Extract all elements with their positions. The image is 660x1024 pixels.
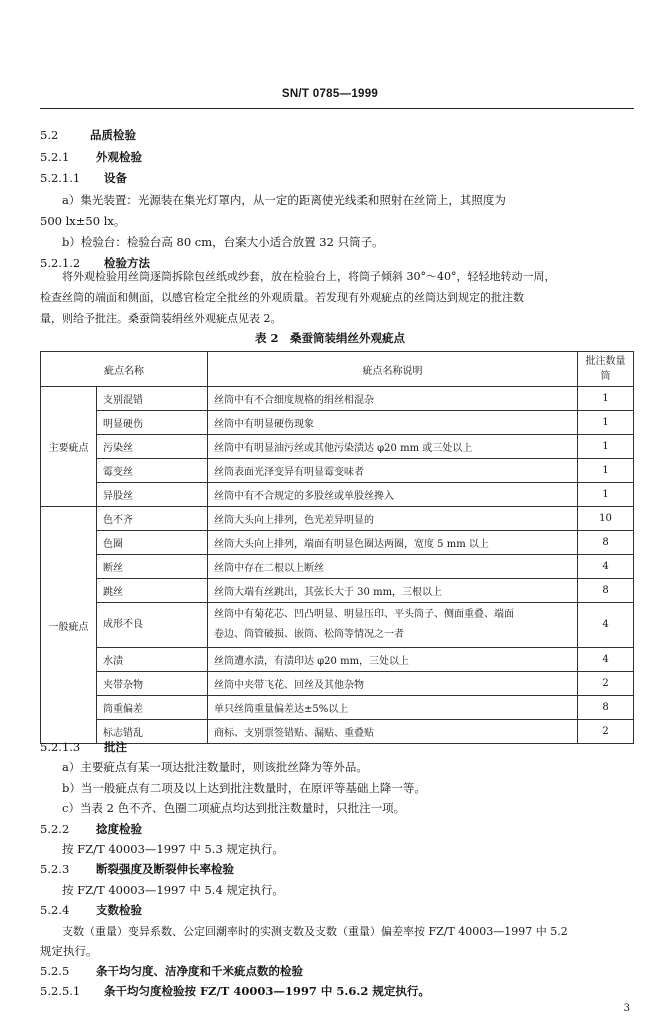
table-row (41, 720, 634, 744)
section-5-2-1-3 (40, 739, 127, 755)
section-number: 5.2.5.1 (40, 984, 81, 998)
defect-count: 8 (578, 696, 634, 720)
defect-desc: 丝筒中有菊花芯、凹凸明显、明显压印、平头筒子、侧面重叠、端面 卷边、筒管破损、嵌筒、松筒等情况之一者 (208, 603, 578, 648)
table-row (41, 459, 634, 483)
section-5-2 (40, 127, 136, 143)
section-number: 5.2.1.3 (40, 740, 81, 754)
defect-count: 1 (578, 483, 634, 507)
defect-count: 4 (578, 648, 634, 672)
section-title: 批注 (104, 740, 127, 754)
paragraph-line: c）当表 2 色不齐、色圈二项疵点均达到批注数量时，只批注一项。 (62, 801, 406, 815)
paragraph-line: b）当一般疵点有二项及以上达到批注数量时，在原评等基础上降一等。 (62, 781, 426, 795)
paragraph-line: 将外观检验用丝筒逐筒拆除包丝纸或纱套，放在检验台上，将筒子倾斜 30°～40°，轻轻地转动一周， (62, 270, 556, 283)
defect-name: 明显硬伤 (97, 411, 208, 435)
defect-count: 1 (578, 435, 634, 459)
defect-name: 污染丝 (97, 435, 208, 459)
defect-name: 跳丝 (97, 579, 208, 603)
defect-count: 1 (578, 387, 634, 411)
defect-name: 成形不良 (97, 603, 208, 648)
section-number: 5.2.1 (40, 150, 70, 164)
defect-name: 水渍 (97, 648, 208, 672)
defect-desc: 单只丝筒重量偏差达±5%以上 (208, 696, 578, 720)
table-row (41, 483, 634, 507)
paragraph-line: b）检验台：检验台高 80 cm，台案大小适合放置 32 只筒子。 (62, 235, 384, 249)
defect-desc: 丝筒遭水渍，有渍印达 φ20 mm，三处以上 (208, 648, 578, 672)
defect-count: 4 (578, 603, 634, 648)
section-title: 条干均匀度检验按 FZ/T 40003—1997 中 5.6.2 规定执行。 (104, 984, 430, 998)
defect-desc: 商标、支别票签错贴、漏贴、重叠贴 (208, 720, 578, 744)
defect-name: 霉变丝 (97, 459, 208, 483)
section-title: 支数检验 (96, 903, 142, 917)
defect-desc: 丝筒中存在二根以上断丝 (208, 555, 578, 579)
defect-count: 8 (578, 531, 634, 555)
table-caption: 表 2 桑蚕筒装绢丝外观疵点 (254, 331, 405, 345)
page-number: 3 (623, 1003, 630, 1014)
category-major: 主要疵点 (41, 387, 97, 507)
defect-desc: 丝筒大端有丝跳出，其弦长大于 30 mm，三根以上 (208, 579, 578, 603)
defect-name: 标志错乱 (97, 720, 208, 744)
defect-count: 1 (578, 459, 634, 483)
defect-count: 4 (578, 555, 634, 579)
table-row (41, 648, 634, 672)
paragraph-line: 按 FZ/T 40003—1997 中 5.4 规定执行。 (62, 883, 284, 897)
column-header-desc: 疵点名称说明 (208, 352, 578, 387)
table-row (41, 579, 634, 603)
defect-desc: 丝筒中夹带飞花、回丝及其他杂物 (208, 672, 578, 696)
column-header-count: 批注数量 筒 (578, 352, 634, 387)
section-title: 条干均匀度、洁净度和千米疵点数的检验 (96, 964, 303, 978)
defect-name: 异股丝 (97, 483, 208, 507)
section-title: 捻度检验 (96, 822, 142, 836)
table-row (41, 696, 634, 720)
defect-name: 筒重偏差 (97, 696, 208, 720)
defect-desc: 丝筒中有不合细度规格的绢丝相混杂 (208, 387, 578, 411)
section-number: 5.2.1.1 (40, 171, 81, 185)
table-row (41, 603, 634, 648)
paragraph-line: 规定执行。 (40, 944, 98, 958)
section-5-2-4 (40, 902, 142, 918)
paragraph-line: a）主要疵点有某一项达批注数量时，则该批丝降为等外品。 (62, 760, 368, 774)
section-5-2-3 (40, 861, 234, 877)
defect-name: 夹带杂物 (97, 672, 208, 696)
paragraph-line: a）集光装置：光源装在集光灯罩内，从一定的距离使光线柔和照射在丝筒上，其照度为 (62, 193, 506, 207)
defect-desc: 丝筒大头向上排列，色光差异明显的 (208, 507, 578, 531)
defect-count: 2 (578, 720, 634, 744)
column-header-name: 疵点名称 (41, 352, 208, 387)
section-title: 设备 (104, 171, 127, 185)
section-5-2-1-1 (40, 170, 127, 186)
paragraph-line: 量，则给予批注。桑蚕筒装绢丝外观疵点见表 2。 (40, 312, 282, 325)
section-5-2-1 (40, 149, 142, 165)
section-title: 品质检验 (90, 128, 136, 142)
paragraph-line: 检查丝筒的端面和侧面，以感官检定全批丝的外观质量。若发现有外观疵点的丝筒达到规定的批注数 (40, 291, 524, 304)
defects-table (40, 351, 634, 744)
table-header-row (41, 352, 634, 387)
section-title: 检验方法 (104, 256, 150, 270)
defect-desc: 丝筒大头向上排列，端面有明显色圈达两圈，宽度 5 mm 以上 (208, 531, 578, 555)
defect-name: 断丝 (97, 555, 208, 579)
section-number: 5.2.5 (40, 964, 70, 978)
section-title: 断裂强度及断裂伸长率检验 (96, 862, 234, 876)
section-5-2-5-1 (40, 983, 430, 999)
table-row (41, 672, 634, 696)
defect-name: 色不齐 (97, 507, 208, 531)
section-number: 5.2.2 (40, 822, 70, 836)
section-number: 5.2 (40, 128, 59, 142)
defect-name: 色圈 (97, 531, 208, 555)
table-row (41, 555, 634, 579)
paragraph-line: 500 lx±50 lx。 (40, 214, 126, 228)
paragraph-line: 按 FZ/T 40003—1997 中 5.3 规定执行。 (62, 842, 284, 856)
table-row (41, 435, 634, 459)
defect-count: 1 (578, 411, 634, 435)
section-5-2-5 (40, 963, 303, 979)
table-row (41, 507, 634, 531)
document-code: SN/T 0785—1999 (281, 88, 379, 100)
defect-name: 支别混错 (97, 387, 208, 411)
paragraph-line: 支数（重量）变异系数、公定回潮率时的实测支数及支数（重量）偏差率按 FZ/T 40003—1997 中 5.2 (62, 925, 568, 938)
table-row (41, 411, 634, 435)
defect-count: 10 (578, 507, 634, 531)
defect-count: 8 (578, 579, 634, 603)
section-5-2-2 (40, 821, 142, 837)
section-number: 5.2.3 (40, 862, 70, 876)
defect-desc: 丝筒表面光泽变异有明显霉变味者 (208, 459, 578, 483)
defect-desc: 丝筒中有不合规定的多股丝或单股丝搀入 (208, 483, 578, 507)
table-row (41, 387, 634, 411)
defect-desc: 丝筒中有明显油污丝或其他污染渍达 φ20 mm 或三处以上 (208, 435, 578, 459)
defect-desc: 丝筒中有明显硬伤现象 (208, 411, 578, 435)
table-row (41, 531, 634, 555)
section-title: 外观检验 (96, 150, 142, 164)
section-number: 5.2.1.2 (40, 256, 81, 270)
section-number: 5.2.4 (40, 903, 70, 917)
defect-count: 2 (578, 672, 634, 696)
category-minor: 一般疵点 (41, 507, 97, 744)
header-rule (40, 108, 634, 109)
